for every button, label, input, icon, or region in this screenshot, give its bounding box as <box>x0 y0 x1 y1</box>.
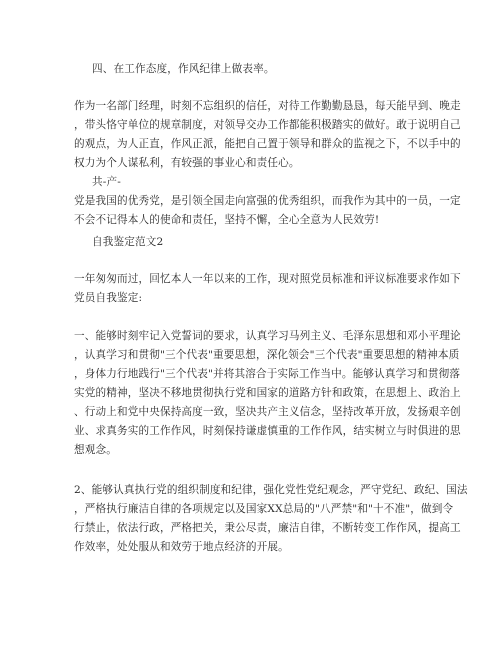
paragraph-line: 2、能够认真执行党的组织制度和纪律，强化党性党纪观念，严守党纪、政纪、国法 <box>74 484 468 496</box>
paragraph-line: 作效率，处处服从和效劳于地点经济的开展。 <box>74 541 289 553</box>
paragraph-line: 作为一名部门经理，时刻不忘组织的信任，对待工作勤勤恳恳，每天能早到、晚走 <box>74 100 461 112</box>
paragraph-line: 一年匆匆而过，回忆本人一年以来的工作，现对照党员标准和评议标准要求作如下 <box>74 273 461 285</box>
paragraph-line: ，严格执行廉洁自律的各项规定以及国家XX总局的"八严禁"和"十不准"，做到令 <box>74 503 454 515</box>
sample-title: 自我鉴定范文2 <box>92 236 164 248</box>
paragraph-line: 一、能够时刻牢记入党誓词的要求，认真学习马列主义、毛泽东思想和邓小平理论 <box>74 330 461 342</box>
paragraph-line: 业、求真务实的工作作风，时刻保持谦虚慎重的工作作风，结实树立与时俱进的思 <box>74 425 461 437</box>
paragraph-line: ，身体力行地践行"三个代表"并将其溶合于实际工作当中。能够认真学习和贯彻落 <box>74 368 461 380</box>
paragraph-line: ，认真学习和贯彻"三个代表"重要思想，深化领会"三个代表"重要思想的精神本质 <box>74 349 460 361</box>
paragraph-line: 党员自我鉴定: <box>74 292 143 304</box>
fragment-line: 共-产- <box>92 176 121 188</box>
paragraph-line: 权力为个人谋私利，有较强的事业心和责任心。 <box>74 157 300 169</box>
paragraph-line: 党是我国的优秀党，是引领全国走向富强的优秀组织，而我作为其中的一员，一定 <box>74 195 461 207</box>
paragraph-line: 不会不记得本人的使命和责任，坚持不懈，全心全意为人民效劳! <box>74 214 380 226</box>
section-heading-four: 四、在工作态度，作风纪律上做表率。 <box>92 63 275 75</box>
paragraph-line: 想观念。 <box>74 444 117 456</box>
paragraph-line: ，带头恪守单位的规章制度，对领导交办工作都能积极踏实的做好。敢于说明自己 <box>74 119 461 131</box>
paragraph-line: 实党的精神，坚决不移地贯彻执行党和国家的道路方针和政策，在思想上、政治上 <box>74 387 461 399</box>
paragraph-line: 行禁止，依法行政，严格把关，秉公尽责，廉洁自律，不断转变工作作风，提高工 <box>74 522 461 534</box>
paragraph-line: 的观点，为人正直，作风正派，能把自己置于领导和群众的监视之下，不以手中的 <box>74 138 461 150</box>
paragraph-line: 、行动上和党中央保持高度一致，坚决共产主义信念，坚持改革开放，发扬艰辛创 <box>74 406 461 418</box>
